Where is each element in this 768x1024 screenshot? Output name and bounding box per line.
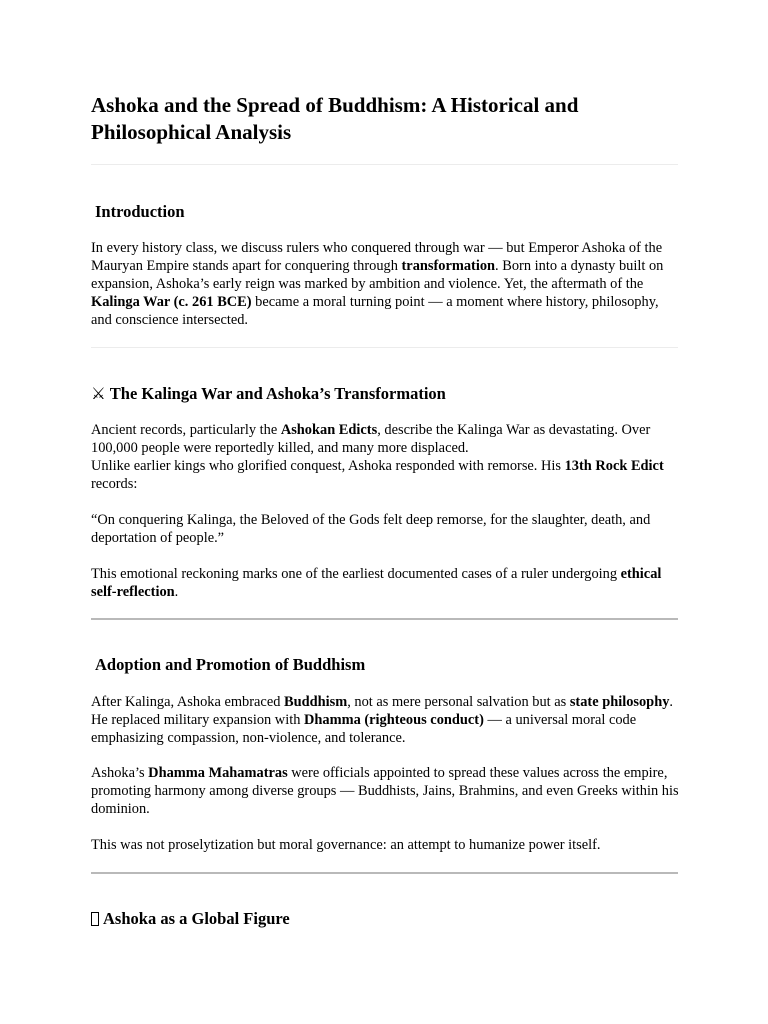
section-heading-kalinga: ⚔ The Kalinga War and Ashoka’s Transformation [91, 384, 446, 403]
kalinga-paragraph-1: Ancient records, particularly the Ashokan Edicts, describe the Kalinga War as devastating. Over 100,000 people were reportedly killed, and many more displaced. Unlike earlier kings who glorified conquest, Ashoka responded with remorse. His 13th Rock Edict records: [91, 422, 664, 492]
divider [91, 164, 678, 165]
kalinga-paragraph-3: This emotional reckoning marks one of the earliest documented cases of a ruler undergoing ethical self-reflection. [91, 566, 662, 600]
adoption-paragraph-3: This was not proselytization but moral governance: an attempt to humanize power itself. [91, 837, 601, 853]
section-heading-adoption: Adoption and Promotion of Buddhism [95, 655, 366, 674]
document-title: Ashoka and the Spread of Buddhism: A Historical and Philosophical Analysis [91, 93, 579, 144]
intro-paragraph: In every history class, we discuss rulers who conquered through war — but Emperor Ashoka of the Mauryan Empire stands apart for conquering through transformation. Born into a dynasty built on expansion, Ashoka’s early reign was marked by ambition and violence. Yet, the aftermath of the Kalinga War (c. 261 BCE) became a moral turning point — a moment where history, philosophy, and conscience intersected. [91, 240, 664, 328]
divider-thick [91, 618, 678, 620]
divider [91, 347, 678, 348]
kalinga-quote: “On conquering Kalinga, the Beloved of the Gods felt deep remorse, for the slaughter, death, and deportation of people.” [91, 512, 651, 546]
crossed-swords-icon: ⚔ [91, 384, 106, 403]
adoption-paragraph-1: After Kalinga, Ashoka embraced Buddhism, not as mere personal salvation but as state philosophy. He replaced military expansion with Dhamma (righteous conduct) — a universal moral code emphasizing compassion, non-violence, and tolerance. [91, 694, 673, 746]
adoption-paragraph-2: Ashoka’s Dhamma Mahamatras were officials appointed to spread these values across the empire, promoting harmony among diverse groups — Buddhists, Jains, Brahmins, and even Greeks within his dominion. [91, 765, 679, 817]
missing-glyph-box-icon [91, 912, 99, 926]
divider-thick [91, 872, 678, 874]
section-heading-global: Ashoka as a Global Figure [91, 908, 290, 930]
section-heading-introduction: Introduction [95, 202, 185, 221]
